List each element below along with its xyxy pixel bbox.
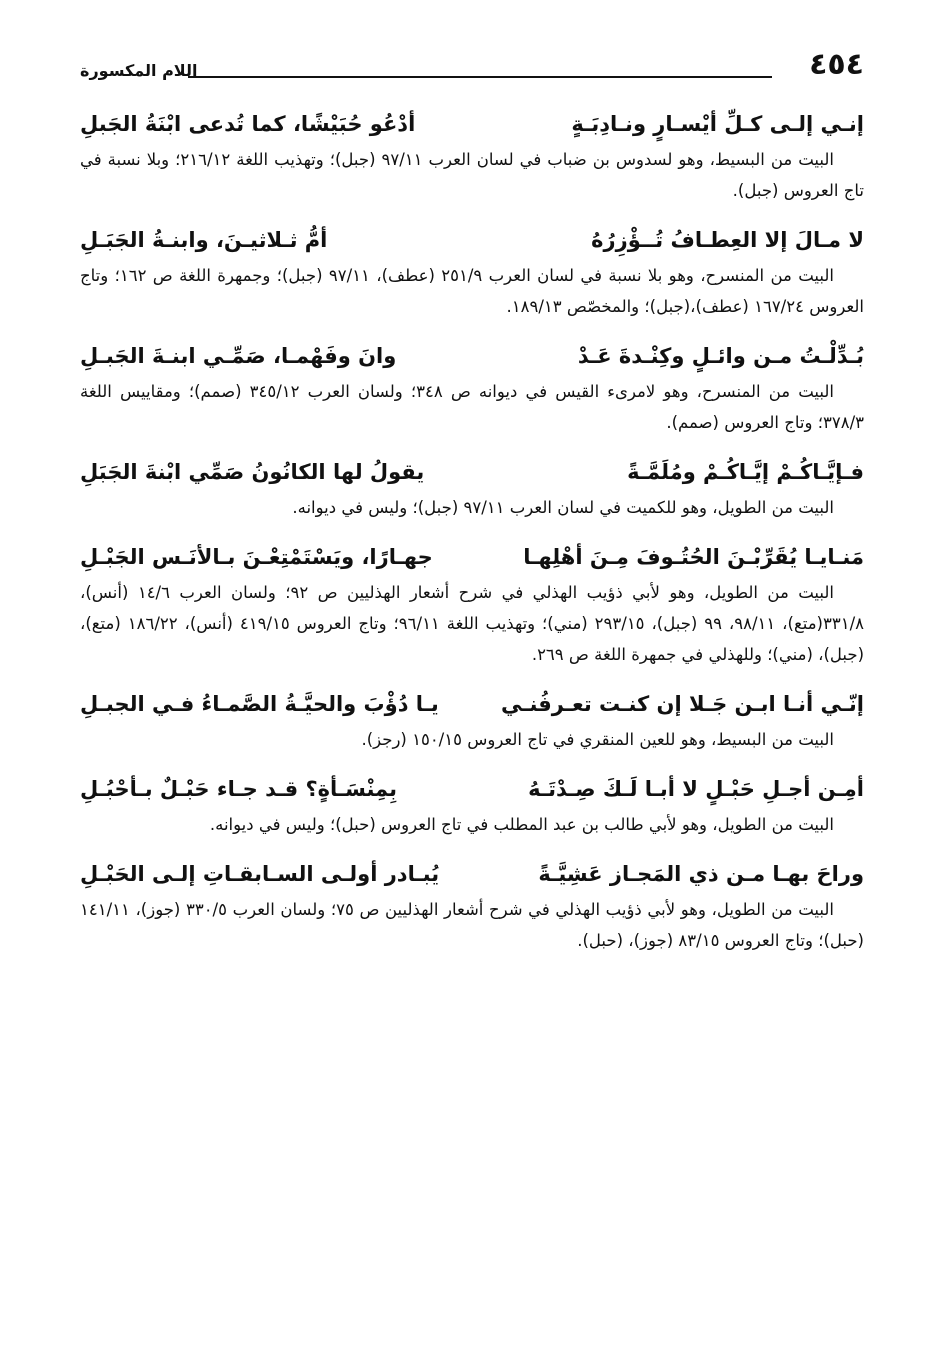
- entry-5: [80, 537, 864, 670]
- verse: [80, 769, 864, 809]
- entry-6: [80, 684, 864, 755]
- verse-second-hemistich: جهـارًا، ويَسْتَمْتِعْـنَ بـالأنَـس الجَبْـلِ: [80, 545, 433, 569]
- verse-first-hemistich: لا مـالَ إلا العِطـافُ تُــؤْزِرُهُ: [591, 228, 864, 252]
- verse-first-hemistich: بُـدِّلْـتُ مـن وائـلٍ وكِنْـدةَ عَـدْ: [577, 344, 864, 368]
- verse-note: البيت من المنسرح، وهو لامرىء القيس في ديوانه ص ٣٤٨؛ ولسان العرب ٣٤٥/١٢ (صمم)؛ ومقاييس اللغة ٣٧٨/٣؛ وتاج العروس (صمم).: [80, 382, 864, 432]
- verse: [80, 452, 864, 492]
- chapter-title: اللام المكسورة: [80, 61, 198, 80]
- verse-note: البيت من الطويل، وهو لأبي ذؤيب الهذلي في شرح أشعار الهذليين ص ٩٢؛ ولسان العرب ١٤/٦ (أنس)، ٣٣١/٨(متع)، ٩٨/١١، ٩٩ (جبل)، ٢٩٣/١٥ (مني)؛ وتهذيب اللغة ٩٦/١١؛ وتاج العروس ٤١٩/١٥ (أنس)، ١٨٦/٢٢ (متع)، (جبل)، (مني)؛ وللهذلي في جمهرة اللغة ص ٢٦٩.: [80, 583, 865, 664]
- verse-note: البيت من المنسرح، وهو بلا نسبة في لسان العرب ٢٥١/٩ (عطف)، ٩٧/١١ (جبل)؛ وجمهرة اللغة ص ١٦٢؛ وتاج العروس ١٦٧/٢٤ (عطف)،(جبل)؛ والمخصّص ١٨٩/١٣.: [80, 266, 864, 316]
- entry-8: [80, 854, 864, 956]
- verse-second-hemistich: أمُّ ثـلاثيـنَ، وابنـةُ الجَبَـلِ: [80, 228, 328, 252]
- verse: [80, 684, 864, 724]
- page-header: [80, 48, 864, 88]
- verse-first-hemistich: وراحَ بهـا مـن ذي المَجـاز عَشِيَّـةً: [538, 862, 864, 886]
- entries: [80, 104, 864, 970]
- verse: [80, 220, 864, 260]
- verse-note: البيت من الطويل، وهو للكميت في لسان العرب ٩٧/١١ (جبل)؛ وليس في ديوانه.: [292, 498, 834, 517]
- verse-second-hemistich: يـا دُؤْبَ والحيَّـةُ الصَّمـاءُ فـي الجبـلِ: [80, 692, 439, 716]
- verse-second-hemistich: وانَ وفَهْمـا، صَمِّـي ابنـةَ الجَبـلِ: [80, 344, 397, 368]
- verse-second-hemistich: بِمِنْسَـأةٍ؟ قـد جـاء حَبْـلٌ بـأحْبُـلِ: [80, 777, 397, 801]
- entry-7: [80, 769, 864, 840]
- verse-second-hemistich: يقولُ لها الكانُونُ صَمِّي ابْنةَ الجَبَلِ: [80, 460, 425, 484]
- entry-3: [80, 336, 864, 438]
- entry-2: [80, 220, 864, 322]
- verse: [80, 854, 864, 894]
- verse-note: البيت من البسيط، وهو للعين المنقري في تاج العروس ١٥٠/١٥ (رجز).: [361, 730, 834, 749]
- verse: [80, 336, 864, 376]
- verse-second-hemistich: أدْعُو حُبَيْشًا، كما تُدعى ابْنَةُ الجَبلِ: [80, 112, 416, 136]
- verse-first-hemistich: أمِـن أجـلِ حَبْـلٍ لا أبـا لَـكَ صِـدْتَـهُ: [528, 777, 864, 801]
- verse-first-hemistich: فـإيَّـاكُـمْ إيَّـاكُـمْ ومُلَمَّـةً: [627, 460, 864, 484]
- verse-first-hemistich: إنـي إلـى كـلِّ أيْسـارٍ ونـادِبَـةٍ: [571, 112, 864, 136]
- verse: [80, 104, 864, 144]
- verse-note: البيت من الطويل، وهو لأبي ذؤيب الهذلي في شرح أشعار الهذليين ص ٧٥؛ ولسان العرب ٣٣٠/٥ (جوز)، ١٤١/١١ (حبل)؛ وتاج العروس ٨٣/١٥ (جوز)، (حبل).: [80, 900, 864, 950]
- page-number: ٤٥٤: [809, 47, 864, 82]
- verse-second-hemistich: يُبـادر أولـى السـابقـاتِ إلـى الحَبْـلِ: [80, 862, 440, 886]
- entry-4: [80, 452, 864, 523]
- verse: [80, 537, 864, 577]
- verse-note: البيت من البسيط، وهو لسدوس بن ضباب في لسان العرب ٩٧/١١ (جبل)؛ وتهذيب اللغة ٢١٦/١٢؛ وبلا نسبة في تاج العروس (جبل).: [80, 150, 864, 200]
- header-rule: [188, 76, 772, 78]
- verse-note: البيت من الطويل، وهو لأبي طالب بن عبد المطلب في تاج العروس (حبل)؛ وليس في ديوانه.: [209, 815, 834, 834]
- verse-first-hemistich: إنّـي أنـا ابـن جَـلا إن كنـت تعـرفُنـي: [501, 692, 864, 716]
- entry-1: [80, 104, 864, 206]
- verse-first-hemistich: مَنـايـا يُقَرِّبْـنَ الحُتُـوفَ مِـنَ أهْلِهـا: [523, 545, 864, 569]
